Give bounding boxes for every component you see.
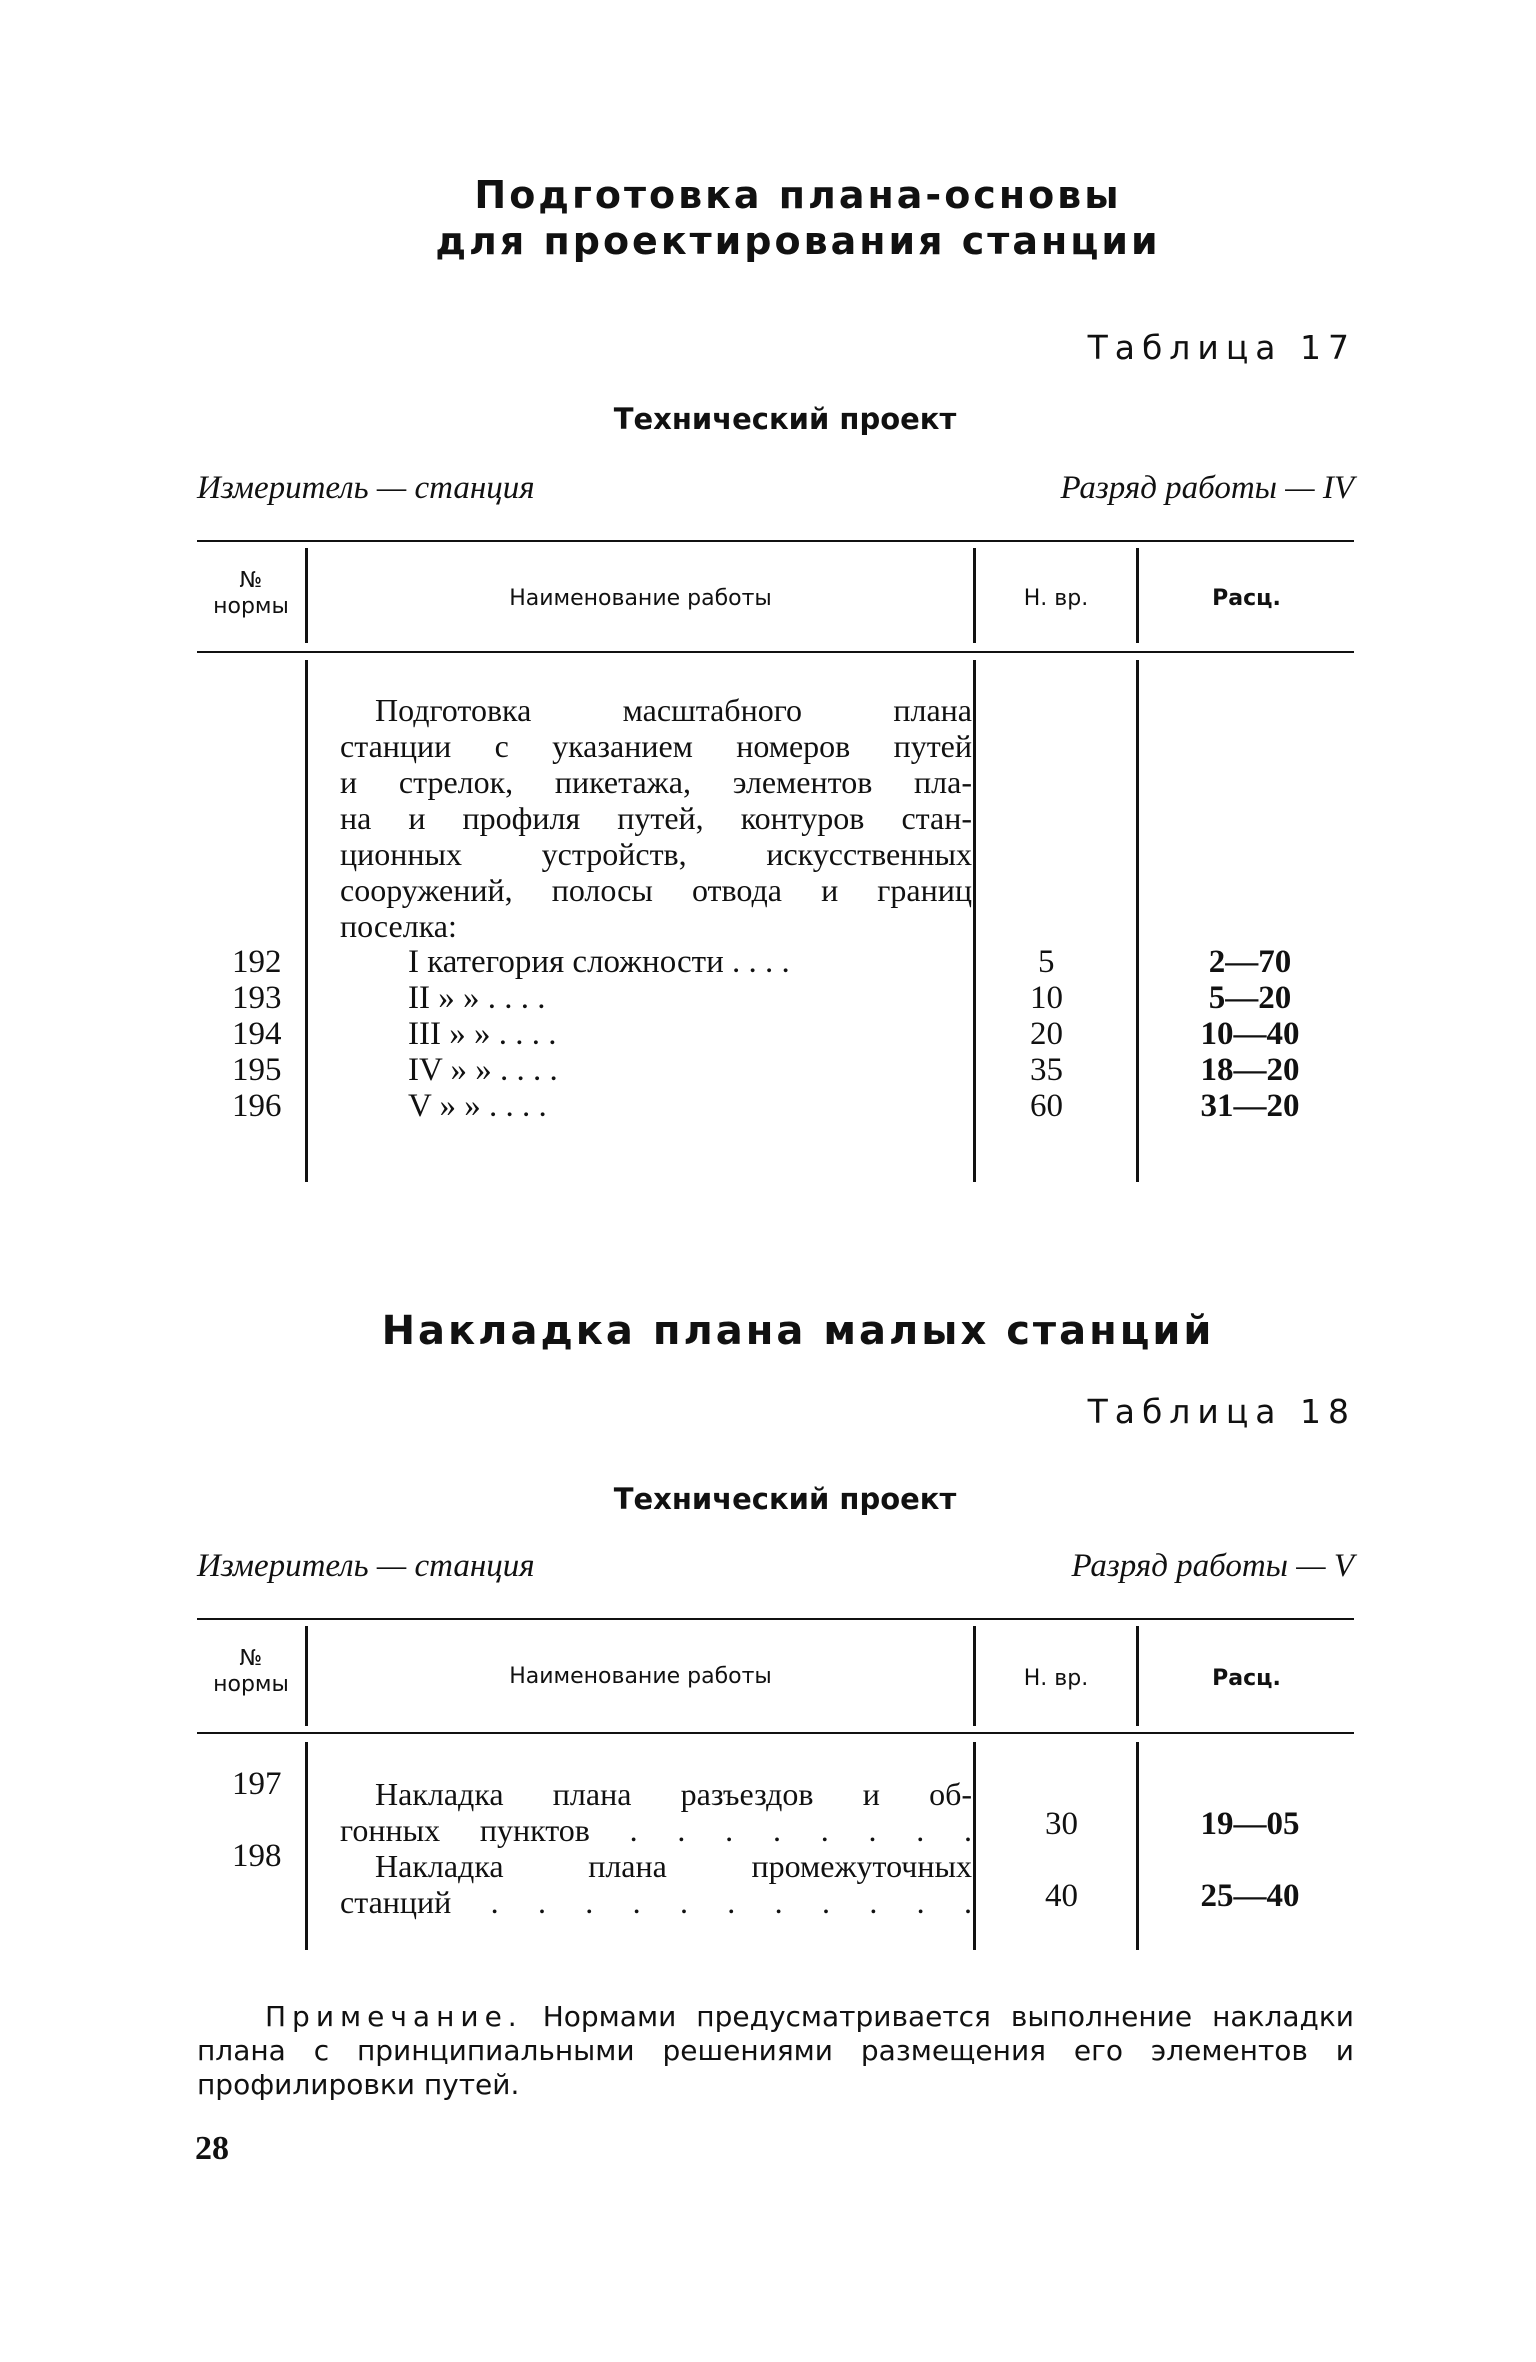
table18-note — [197, 2000, 1354, 2102]
row-name — [340, 1776, 972, 1848]
row-time: 20 — [1030, 1016, 1063, 1052]
row-name — [340, 1848, 972, 1920]
row-no: 197 — [232, 1766, 282, 1802]
description-line: ционных устройств, искусственных — [340, 836, 972, 872]
table17-header-rule — [197, 651, 1354, 653]
table18-divider — [1136, 1742, 1139, 1950]
row-time: 60 — [1030, 1088, 1063, 1124]
table18-divider — [973, 1742, 976, 1950]
section1-meter: Измеритель — станция — [197, 470, 535, 506]
row-time: 40 — [1045, 1878, 1078, 1914]
row-no: 193 — [232, 980, 282, 1016]
header-name: Наименование работы — [509, 586, 772, 611]
note-text: Нормами предусматривается выполнение накладки плана с принципиальными решениями размещения его элементов и профилировки путей. — [197, 2000, 1354, 2101]
row-rate: 25—40 — [1200, 1878, 1300, 1914]
table-row — [220, 1052, 1354, 1088]
section1-grade: Разряд работы — IV — [1060, 470, 1354, 506]
row-rate: 10—40 — [1200, 1016, 1300, 1052]
row-rate: 2—70 — [1208, 944, 1292, 980]
table17-label: Таблица 17 — [1087, 328, 1356, 367]
page-number: 28 — [195, 2130, 229, 2167]
description-line: и стрелок, пикетажа, элементов пла- — [340, 764, 972, 800]
description-line: станции с указанием номеров путей — [340, 728, 972, 764]
row-rate: 19—05 — [1200, 1806, 1300, 1842]
description-line: Подготовка масштабного плана — [375, 692, 972, 728]
table-row — [220, 944, 1354, 980]
section2-meter: Измеритель — станция — [197, 1548, 535, 1584]
row-time: 35 — [1030, 1052, 1063, 1088]
row-name: III » » . . . . — [408, 1016, 557, 1052]
row-name-line: Накладка плана разъездов и об- — [375, 1776, 972, 1812]
row-name: V » » . . . . — [408, 1088, 547, 1124]
section2-title: Накладка плана малых станций — [381, 1308, 1215, 1354]
row-rate: 31—20 — [1200, 1088, 1300, 1124]
description-line: сооружений, полосы отвода и границ — [340, 872, 972, 908]
row-time: 30 — [1045, 1806, 1078, 1842]
table18-divider — [305, 1742, 308, 1950]
row-name-line: Накладка плана промежуточных — [375, 1848, 972, 1884]
row-no: 198 — [232, 1838, 282, 1874]
row-time: 5 — [1038, 944, 1055, 980]
table18-top-rule — [197, 1618, 1354, 1620]
header-time: Н. вр. — [1023, 586, 1089, 611]
row-name: IV » » . . . . — [408, 1052, 558, 1088]
section2-grade: Разряд работы — V — [1071, 1548, 1354, 1584]
table17-rows — [220, 944, 1354, 1124]
header-name: Наименование работы — [509, 1664, 772, 1689]
table18-header-rule — [197, 1732, 1354, 1734]
row-rate: 5—20 — [1208, 980, 1292, 1016]
table17-top-rule — [197, 540, 1354, 542]
row-name: I категория сложности . . . . — [408, 944, 790, 980]
row-rate: 18—20 — [1200, 1052, 1300, 1088]
row-time: 10 — [1030, 980, 1063, 1016]
description-line: на и профиля путей, контуров стан- — [340, 800, 972, 836]
note-label: Примечание. — [265, 2000, 523, 2033]
table-row — [220, 980, 1354, 1016]
section2-subtitle: Технический проект — [613, 1482, 957, 1516]
header-rate: Расц. — [1212, 1666, 1281, 1691]
header-no-symbol: № — [239, 568, 263, 593]
header-no — [197, 568, 305, 620]
header-rate: Расц. — [1212, 586, 1281, 611]
header-no-label: нормы — [213, 594, 289, 619]
table17-description — [340, 692, 972, 944]
section1-subtitle: Технический проект — [613, 402, 957, 436]
header-no — [197, 1646, 305, 1698]
section1-title-line2: для проектирования станции — [435, 219, 1161, 263]
table18-label: Таблица 18 — [1087, 1392, 1356, 1431]
row-name-line: гонных пунктов . . . . . . . . — [340, 1812, 972, 1848]
section1-title-line1: Подготовка плана-основы — [474, 173, 1122, 217]
table-row — [220, 1088, 1354, 1124]
header-no-symbol: № — [239, 1646, 263, 1671]
row-name-line: станций . . . . . . . . . . . — [340, 1884, 972, 1920]
row-no: 196 — [232, 1088, 282, 1124]
table-row — [220, 1016, 1354, 1052]
row-no: 194 — [232, 1016, 282, 1052]
header-time: Н. вр. — [1023, 1666, 1089, 1691]
row-no: 195 — [232, 1052, 282, 1088]
description-line: поселка: — [340, 908, 457, 944]
row-name: II » » . . . . — [408, 980, 546, 1016]
row-no: 192 — [232, 944, 282, 980]
header-no-label: нормы — [213, 1672, 289, 1697]
